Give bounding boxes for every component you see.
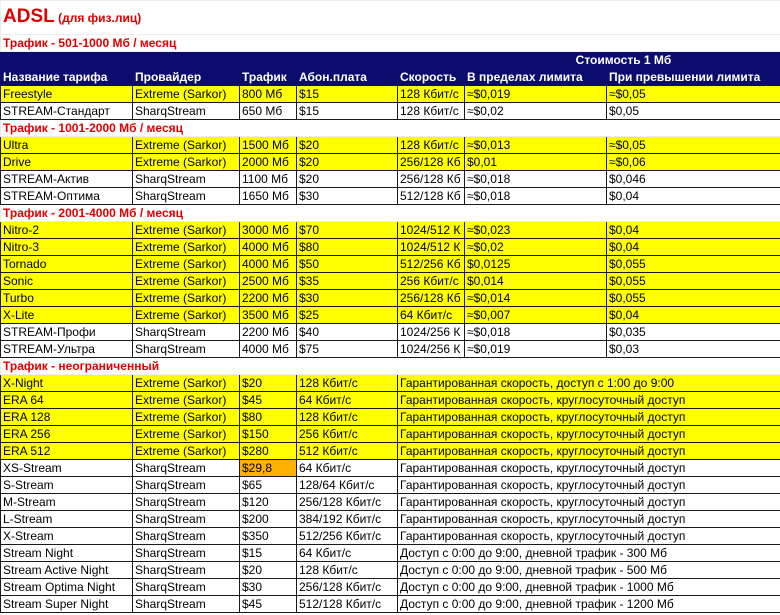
over-limit-cost-cell[interactable]: $0,04: [607, 239, 780, 256]
table-row: [1, 511, 780, 528]
in-limit-cost-cell[interactable]: ≈$0,02: [465, 103, 607, 120]
fee-cell[interactable]: $29,8: [240, 460, 297, 477]
table-row: [1, 426, 780, 443]
note-cell[interactable]: Доступ с 0:00 до 9:00, дневной трафик - 1000 Мб: [398, 579, 780, 596]
tariff-name-cell[interactable]: ERA 128: [1, 409, 133, 426]
note-cell[interactable]: Доступ с 0:00 до 9:00, дневной трафик - 1200 Мб: [398, 596, 780, 613]
table-row: [1, 154, 780, 171]
note-cell[interactable]: Гарантированная скорость, круглосуточный доступ: [398, 477, 780, 494]
table-row: [1, 477, 780, 494]
section-heading[interactable]: Трафик - неограниченный: [1, 358, 780, 375]
speed-cell[interactable]: 64 Кбит/с: [297, 545, 398, 562]
traffic-cell[interactable]: 4000 Мб: [240, 256, 297, 273]
sheet-subtitle: (для физ.лиц): [58, 11, 142, 25]
provider-cell[interactable]: Extreme (Sarkor): [133, 443, 240, 460]
speed-cell[interactable]: 256/128 Кбит/с: [297, 494, 398, 511]
table-row: [1, 579, 780, 596]
over-limit-cost-cell[interactable]: $0,055: [607, 273, 780, 290]
speed-cell[interactable]: 1024/256 К: [398, 341, 465, 358]
table-row: [1, 273, 780, 290]
note-cell[interactable]: Гарантированная скорость, доступ с 1:00 до 9:00: [398, 375, 780, 392]
fee-cell[interactable]: $120: [240, 494, 297, 511]
note-cell[interactable]: Доступ с 0:00 до 9:00, дневной трафик - 500 Мб: [398, 562, 780, 579]
speed-cell[interactable]: 128 Кбит/с: [297, 562, 398, 579]
traffic-cell[interactable]: 4000 Мб: [240, 239, 297, 256]
tariff-name-cell[interactable]: STREAM-Актив: [1, 171, 133, 188]
traffic-cell[interactable]: 3500 Мб: [240, 307, 297, 324]
speed-cell[interactable]: 128 Кбит/с: [398, 86, 465, 103]
fee-cell[interactable]: $20: [297, 171, 398, 188]
header-cost-group[interactable]: Стоимость 1 Мб: [465, 52, 780, 69]
table-row: [1, 290, 780, 307]
tariff-name-cell[interactable]: M-Stream: [1, 494, 133, 511]
fee-cell[interactable]: $20: [297, 154, 398, 171]
fee-cell[interactable]: $30: [297, 290, 398, 307]
provider-cell[interactable]: Extreme (Sarkor): [133, 392, 240, 409]
traffic-cell[interactable]: 2000 Мб: [240, 154, 297, 171]
header-in-limit[interactable]: В пределах лимита: [465, 69, 607, 86]
table-row: [1, 239, 780, 256]
table-row: [1, 137, 780, 154]
table-row: [1, 222, 780, 239]
fee-cell[interactable]: $150: [240, 426, 297, 443]
tariff-name-cell[interactable]: L-Stream: [1, 511, 133, 528]
over-limit-cost-cell[interactable]: ≈$0,05: [607, 137, 780, 154]
fee-cell[interactable]: $350: [240, 528, 297, 545]
header-spacer[interactable]: [1, 52, 465, 69]
fee-cell[interactable]: $15: [297, 103, 398, 120]
in-limit-cost-cell[interactable]: $0,014: [465, 273, 607, 290]
provider-cell[interactable]: Extreme (Sarkor): [133, 409, 240, 426]
table-row: [1, 324, 780, 341]
provider-cell[interactable]: Extreme (Sarkor): [133, 273, 240, 290]
table-row: [1, 392, 780, 409]
provider-cell[interactable]: Extreme (Sarkor): [133, 256, 240, 273]
tariff-name-cell[interactable]: X-Stream: [1, 528, 133, 545]
fee-cell[interactable]: $65: [240, 477, 297, 494]
note-cell[interactable]: Доступ с 0:00 до 9:00, дневной трафик - 300 Мб: [398, 545, 780, 562]
note-cell[interactable]: Гарантированная скорость, круглосуточный доступ: [398, 460, 780, 477]
speed-cell[interactable]: 256 Кбит/с: [398, 273, 465, 290]
speed-cell[interactable]: 64 Кбит/с: [398, 307, 465, 324]
table-row: [1, 562, 780, 579]
over-limit-cost-cell[interactable]: $0,046: [607, 171, 780, 188]
fee-cell[interactable]: $25: [297, 307, 398, 324]
table-row: [1, 171, 780, 188]
speed-cell[interactable]: 256 Кбит/с: [297, 426, 398, 443]
provider-cell[interactable]: SharqStream: [133, 596, 240, 613]
table-row: [1, 545, 780, 562]
over-limit-cost-cell[interactable]: $0,05: [607, 103, 780, 120]
tariff-name-cell[interactable]: Stream Super Night: [1, 596, 133, 613]
fee-cell[interactable]: $80: [297, 239, 398, 256]
fee-cell[interactable]: $80: [240, 409, 297, 426]
speed-cell[interactable]: 384/192 Кбит/с: [297, 511, 398, 528]
table-row: [1, 375, 780, 392]
speed-cell[interactable]: 1024/512 К: [398, 239, 465, 256]
provider-cell[interactable]: SharqStream: [133, 511, 240, 528]
traffic-cell[interactable]: 4000 Мб: [240, 341, 297, 358]
tariff-name-cell[interactable]: Drive: [1, 154, 133, 171]
provider-cell[interactable]: Extreme (Sarkor): [133, 137, 240, 154]
in-limit-cost-cell[interactable]: ≈$0,007: [465, 307, 607, 324]
header-name[interactable]: Название тарифа: [1, 69, 133, 86]
speed-cell[interactable]: 256/128 Кбит/с: [297, 579, 398, 596]
section-row: [1, 358, 780, 375]
provider-cell[interactable]: SharqStream: [133, 477, 240, 494]
in-limit-cost-cell[interactable]: ≈$0,019: [465, 86, 607, 103]
provider-cell[interactable]: SharqStream: [133, 494, 240, 511]
provider-cell[interactable]: SharqStream: [133, 341, 240, 358]
in-limit-cost-cell[interactable]: ≈$0,02: [465, 239, 607, 256]
tariff-name-cell[interactable]: X-Night: [1, 375, 133, 392]
fee-cell[interactable]: $280: [240, 443, 297, 460]
sheet-title: ADSL: [3, 6, 55, 27]
note-cell[interactable]: Гарантированная скорость, круглосуточный доступ: [398, 409, 780, 426]
fee-cell[interactable]: $30: [297, 188, 398, 205]
traffic-cell[interactable]: 1500 Мб: [240, 137, 297, 154]
tariff-name-cell[interactable]: X-Lite: [1, 307, 133, 324]
traffic-cell[interactable]: 3000 Мб: [240, 222, 297, 239]
tariff-name-cell[interactable]: XS-Stream: [1, 460, 133, 477]
fee-cell[interactable]: $20: [297, 137, 398, 154]
section-row: [1, 205, 780, 222]
provider-cell[interactable]: Extreme (Sarkor): [133, 222, 240, 239]
fee-cell[interactable]: $15: [297, 86, 398, 103]
provider-cell[interactable]: SharqStream: [133, 562, 240, 579]
traffic-cell[interactable]: 650 Мб: [240, 103, 297, 120]
header-traffic[interactable]: Трафик: [240, 69, 297, 86]
header-over-limit[interactable]: При превышении лимита: [607, 69, 780, 86]
in-limit-cost-cell[interactable]: ≈$0,018: [465, 188, 607, 205]
tariff-name-cell[interactable]: STREAM-Профи: [1, 324, 133, 341]
note-cell[interactable]: Гарантированная скорость, круглосуточный доступ: [398, 443, 780, 460]
table-row: [1, 443, 780, 460]
in-limit-cost-cell[interactable]: $0,0125: [465, 256, 607, 273]
tariff-name-cell[interactable]: STREAM-Стандарт: [1, 103, 133, 120]
note-cell[interactable]: Гарантированная скорость, круглосуточный доступ: [398, 511, 780, 528]
table-row: [1, 103, 780, 120]
traffic-cell[interactable]: 1650 Мб: [240, 188, 297, 205]
table-row: [1, 528, 780, 545]
tariff-name-cell[interactable]: ERA 256: [1, 426, 133, 443]
over-limit-cost-cell[interactable]: $0,055: [607, 256, 780, 273]
note-cell[interactable]: Гарантированная скорость, круглосуточный доступ: [398, 528, 780, 545]
traffic-cell[interactable]: 2200 Мб: [240, 324, 297, 341]
provider-cell[interactable]: Extreme (Sarkor): [133, 86, 240, 103]
traffic-cell[interactable]: 2200 Мб: [240, 290, 297, 307]
in-limit-cost-cell[interactable]: ≈$0,014: [465, 290, 607, 307]
over-limit-cost-cell[interactable]: $0,03: [607, 341, 780, 358]
in-limit-cost-cell[interactable]: ≈$0,013: [465, 137, 607, 154]
in-limit-cost-cell[interactable]: ≈$0,023: [465, 222, 607, 239]
fee-cell[interactable]: $200: [240, 511, 297, 528]
section-heading[interactable]: Трафик - 2001-4000 Мб / месяц: [1, 205, 780, 222]
fee-cell[interactable]: $75: [297, 341, 398, 358]
table-row: [1, 494, 780, 511]
fee-cell[interactable]: $15: [240, 545, 297, 562]
provider-cell[interactable]: SharqStream: [133, 188, 240, 205]
speed-cell[interactable]: 128/64 Кбит/с: [297, 477, 398, 494]
provider-cell[interactable]: Extreme (Sarkor): [133, 375, 240, 392]
traffic-cell[interactable]: 2500 Мб: [240, 273, 297, 290]
over-limit-cost-cell[interactable]: $0,055: [607, 290, 780, 307]
fee-cell[interactable]: $20: [240, 375, 297, 392]
provider-cell[interactable]: Extreme (Sarkor): [133, 239, 240, 256]
tariff-name-cell[interactable]: Sonic: [1, 273, 133, 290]
tariff-name-cell[interactable]: ERA 512: [1, 443, 133, 460]
fee-cell[interactable]: $45: [240, 596, 297, 613]
tariff-name-cell[interactable]: Freestyle: [1, 86, 133, 103]
in-limit-cost-cell[interactable]: $0,01: [465, 154, 607, 171]
header-provider[interactable]: Провайдер: [133, 69, 240, 86]
fee-cell[interactable]: $40: [297, 324, 398, 341]
tariff-name-cell[interactable]: Nitro-3: [1, 239, 133, 256]
fee-cell[interactable]: $35: [297, 273, 398, 290]
table-row: [1, 188, 780, 205]
provider-cell[interactable]: Extreme (Sarkor): [133, 154, 240, 171]
table-row: [1, 256, 780, 273]
provider-cell[interactable]: SharqStream: [133, 324, 240, 341]
fee-cell[interactable]: $20: [240, 562, 297, 579]
speed-cell[interactable]: 128 Кбит/с: [398, 137, 465, 154]
tariff-name-cell[interactable]: Stream Optima Night: [1, 579, 133, 596]
in-limit-cost-cell[interactable]: ≈$0,019: [465, 341, 607, 358]
over-limit-cost-cell[interactable]: $0,04: [607, 307, 780, 324]
fee-cell[interactable]: $50: [297, 256, 398, 273]
table-row: [1, 409, 780, 426]
over-limit-cost-cell[interactable]: ≈$0,05: [607, 86, 780, 103]
provider-cell[interactable]: SharqStream: [133, 460, 240, 477]
speed-cell[interactable]: 64 Кбит/с: [297, 460, 398, 477]
provider-cell[interactable]: Extreme (Sarkor): [133, 426, 240, 443]
note-cell[interactable]: Гарантированная скорость, круглосуточный доступ: [398, 426, 780, 443]
table-row: [1, 86, 780, 103]
speed-cell[interactable]: 512/128 Кбит/с: [297, 596, 398, 613]
speed-cell[interactable]: 128 Кбит/с: [297, 375, 398, 392]
table-row: [1, 460, 780, 477]
table-row: [1, 596, 780, 613]
table-row: [1, 307, 780, 324]
tariff-name-cell[interactable]: S-Stream: [1, 477, 133, 494]
traffic-cell[interactable]: 1100 Мб: [240, 171, 297, 188]
speed-cell[interactable]: 256/128 Кб: [398, 171, 465, 188]
section-heading[interactable]: Трафик - 501-1000 Мб / месяц: [1, 35, 780, 52]
fee-cell[interactable]: $70: [297, 222, 398, 239]
tariff-name-cell[interactable]: Stream Active Night: [1, 562, 133, 579]
provider-cell[interactable]: SharqStream: [133, 528, 240, 545]
provider-cell[interactable]: SharqStream: [133, 171, 240, 188]
provider-cell[interactable]: SharqStream: [133, 545, 240, 562]
speed-cell[interactable]: 512/256 Кбит/с: [297, 528, 398, 545]
tariff-name-cell[interactable]: STREAM-Ультра: [1, 341, 133, 358]
speed-cell[interactable]: 512/128 Кб: [398, 188, 465, 205]
speed-cell[interactable]: 256/128 Кб: [398, 154, 465, 171]
tariff-name-cell[interactable]: ERA 64: [1, 392, 133, 409]
sheet-title-cell[interactable]: [1, 1, 780, 35]
note-cell[interactable]: Гарантированная скорость, круглосуточный доступ: [398, 392, 780, 409]
tariff-name-cell[interactable]: Turbo: [1, 290, 133, 307]
speed-cell[interactable]: 1024/512 К: [398, 222, 465, 239]
tariff-name-cell[interactable]: Stream Night: [1, 545, 133, 562]
over-limit-cost-cell[interactable]: $0,04: [607, 222, 780, 239]
traffic-cell[interactable]: 800 Мб: [240, 86, 297, 103]
in-limit-cost-cell[interactable]: ≈$0,018: [465, 171, 607, 188]
speed-cell[interactable]: 1024/256 К: [398, 324, 465, 341]
in-limit-cost-cell[interactable]: ≈$0,018: [465, 324, 607, 341]
over-limit-cost-cell[interactable]: $0,035: [607, 324, 780, 341]
tariff-name-cell[interactable]: STREAM-Оптима: [1, 188, 133, 205]
note-cell[interactable]: Гарантированная скорость, круглосуточный доступ: [398, 494, 780, 511]
speed-cell[interactable]: 256/128 Кб: [398, 290, 465, 307]
fee-cell[interactable]: $45: [240, 392, 297, 409]
fee-cell[interactable]: $30: [240, 579, 297, 596]
speed-cell[interactable]: 512/256 Кб: [398, 256, 465, 273]
provider-cell[interactable]: Extreme (Sarkor): [133, 290, 240, 307]
section-row: [1, 120, 780, 137]
speed-cell[interactable]: 64 Кбит/с: [297, 392, 398, 409]
provider-cell[interactable]: Extreme (Sarkor): [133, 307, 240, 324]
header-speed[interactable]: Скорость: [398, 69, 465, 86]
speed-cell[interactable]: 128 Кбит/с: [398, 103, 465, 120]
speed-cell[interactable]: 512 Кбит/с: [297, 443, 398, 460]
provider-cell[interactable]: SharqStream: [133, 103, 240, 120]
tariff-name-cell[interactable]: Nitro-2: [1, 222, 133, 239]
tariff-name-cell[interactable]: Tornado: [1, 256, 133, 273]
header-fee[interactable]: Абон.плата: [297, 69, 398, 86]
section-heading[interactable]: Трафик - 1001-2000 Мб / месяц: [1, 120, 780, 137]
over-limit-cost-cell[interactable]: ≈$0,06: [607, 154, 780, 171]
provider-cell[interactable]: SharqStream: [133, 579, 240, 596]
speed-cell[interactable]: 128 Кбит/с: [297, 409, 398, 426]
tariff-name-cell[interactable]: Ultra: [1, 137, 133, 154]
over-limit-cost-cell[interactable]: $0,04: [607, 188, 780, 205]
table-row: [1, 341, 780, 358]
